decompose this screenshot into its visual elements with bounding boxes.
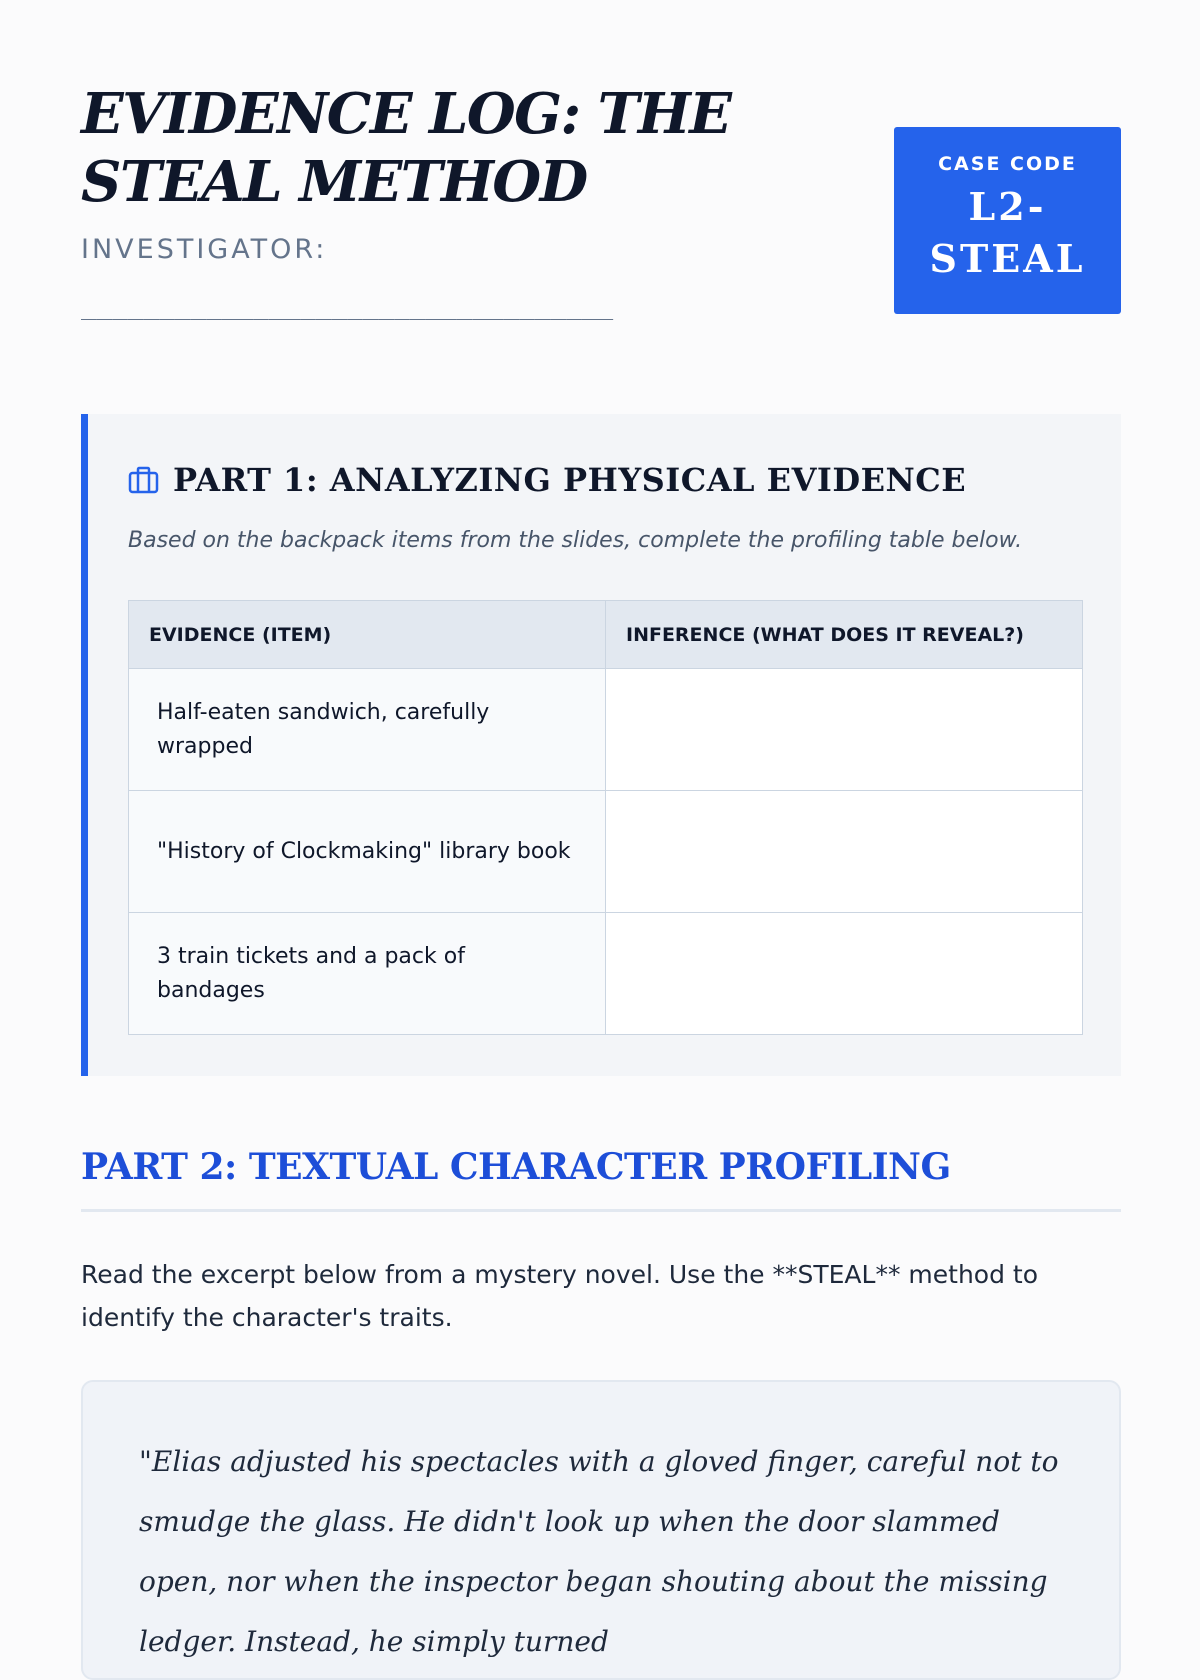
evidence-table — [128, 600, 1083, 1035]
investigator-field — [81, 222, 861, 334]
case-code-label: CASE CODE — [938, 153, 1077, 175]
part1-section — [81, 414, 1121, 1076]
table-row — [129, 669, 1083, 791]
column-header-evidence: EVIDENCE (ITEM) — [129, 601, 606, 669]
inference-answer-cell[interactable] — [606, 669, 1083, 791]
excerpt-box — [81, 1380, 1121, 1680]
part1-instructions: Based on the backpack items from the slides, complete the profiling table below. — [128, 528, 1023, 553]
table-row — [129, 791, 1083, 913]
evidence-item-cell: "History of Clockmaking" library book — [129, 791, 606, 913]
evidence-item-cell: Half-eaten sandwich, carefully wrapped — [129, 669, 606, 791]
inference-answer-cell[interactable] — [606, 791, 1083, 913]
part2-divider — [81, 1209, 1121, 1212]
case-code-value: L2-STEAL — [929, 184, 1086, 281]
part2-instructions: Read the excerpt below from a mystery novel. Use the **STEAL** method to identify the character's traits. — [81, 1260, 1038, 1332]
part2-title: PART 2: TEXTUAL CHARACTER PROFILING — [81, 1146, 951, 1188]
evidence-item-cell: 3 train tickets and a pack of bandages — [129, 913, 606, 1035]
investigator-blank-line: __________________________________ — [81, 291, 614, 321]
case-code-badge — [894, 127, 1121, 314]
part1-title: PART 1: ANALYZING PHYSICAL EVIDENCE — [173, 461, 967, 499]
inference-answer-cell[interactable] — [606, 913, 1083, 1035]
worksheet-header — [81, 80, 1121, 360]
page-title: EVIDENCE LOG: THE STEAL METHOD — [81, 81, 731, 215]
worksheet-page — [81, 0, 1121, 1658]
investigator-label: INVESTIGATOR: — [81, 234, 328, 265]
table-header-row — [129, 601, 1083, 669]
part1-heading — [128, 460, 966, 500]
column-header-inference: INFERENCE (WHAT DOES IT REVEAL?) — [606, 601, 1083, 669]
briefcase-icon — [128, 466, 159, 494]
excerpt-text: "Elias adjusted his spectacles with a gloved finger, careful not to smudge the glass. He didn't look up when the door slammed open, nor when the inspector began shouting about the missing ledger. Instead, he simply turned — [139, 1445, 1059, 1658]
table-row — [129, 913, 1083, 1035]
